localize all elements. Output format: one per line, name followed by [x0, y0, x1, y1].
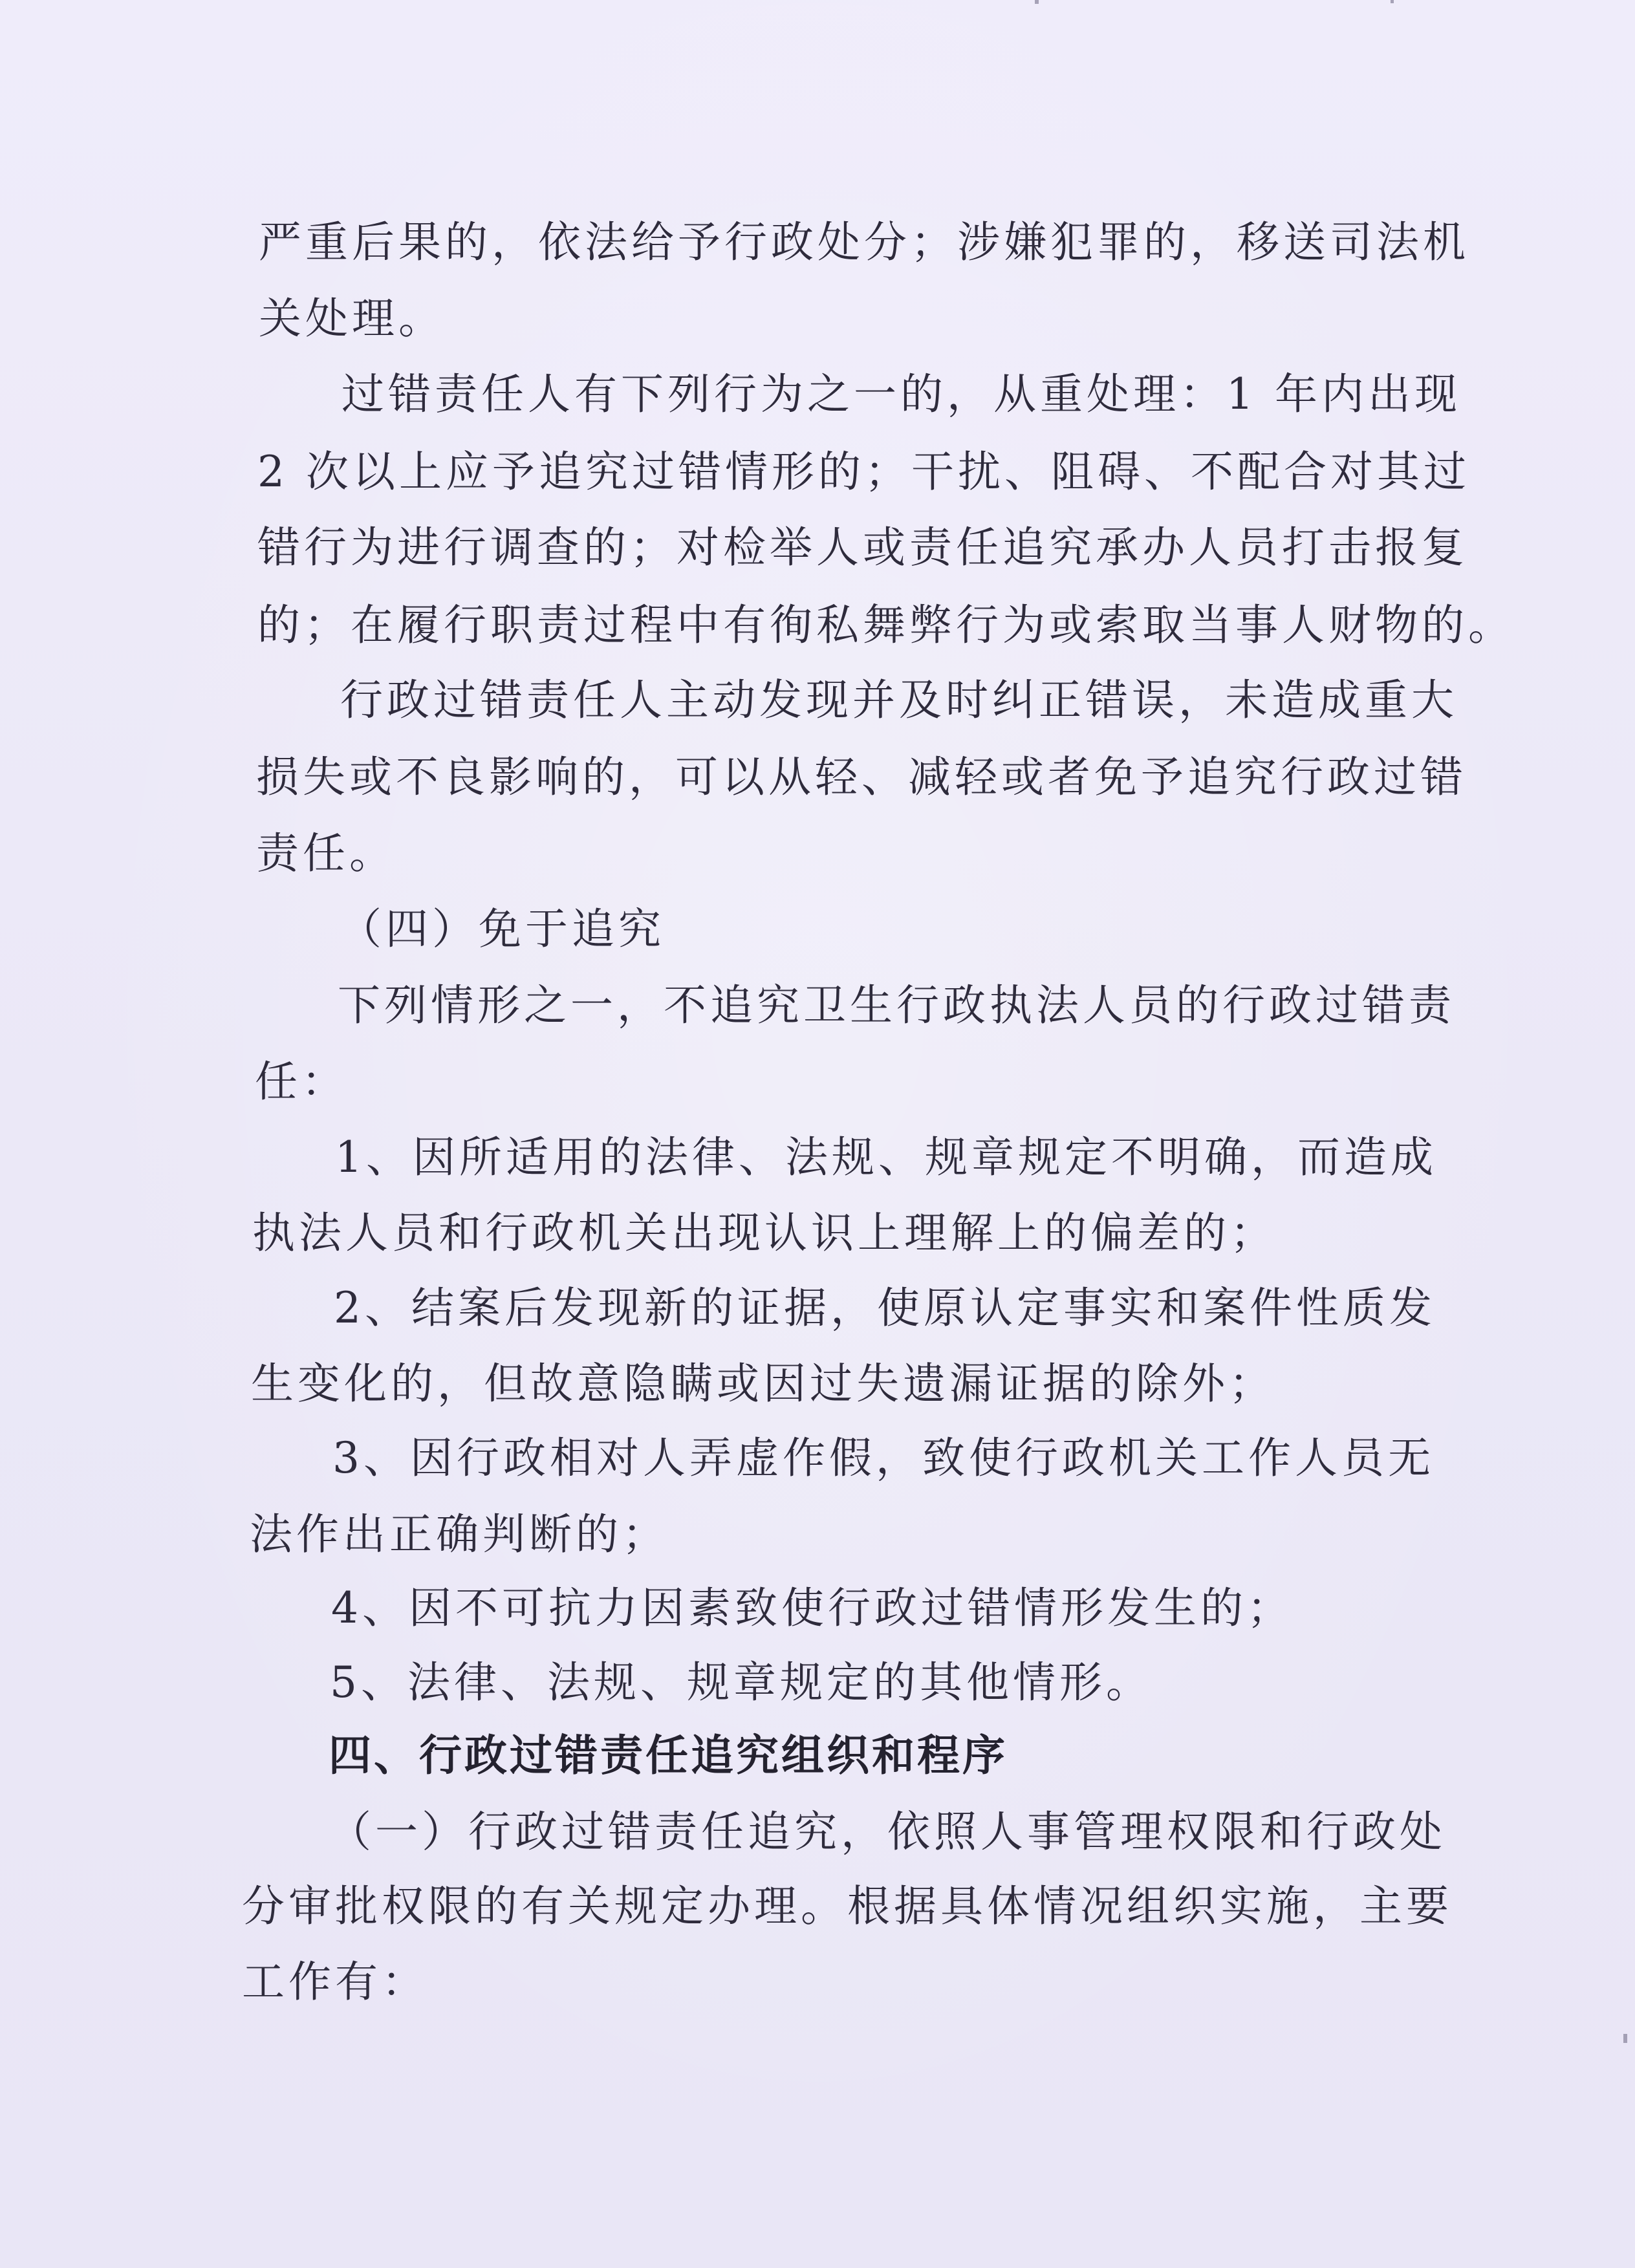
- scan-speck: [1035, 0, 1039, 4]
- text-line: 生变化的，但故意隐瞒或因过失遗漏证据的除外；: [251, 1359, 1275, 1409]
- list-item: 4、因不可抗力因素致使行政过错情形发生的；: [331, 1583, 1294, 1633]
- text-line: 分审批权限的有关规定办理。根据具体情况组织实施，主要: [242, 1881, 1453, 1931]
- text-line: （一）行政过错责任追究，依照人事管理权限和行政处: [329, 1807, 1446, 1857]
- text-line: 行政过错责任人主动发现并及时纠正错误，未造成重大: [340, 675, 1458, 725]
- text-line: 任：: [255, 1057, 348, 1107]
- text-line: 责任。: [256, 828, 396, 878]
- text-line: 的；在履行职责过程中有徇私舞弊行为或索取当事人财物的。: [257, 600, 1515, 650]
- text-line: 过错责任人有下列行为之一的，从重处理：1 年内出现: [341, 369, 1461, 419]
- section-heading: 四、行政过错责任追究组织和程序: [329, 1731, 1008, 1780]
- scan-speck: [1391, 0, 1394, 3]
- text-line: 执法人员和行政机关出现认识上理解上的偏差的；: [252, 1208, 1277, 1258]
- scan-speck: [1623, 2034, 1627, 2043]
- text-line: 工作有：: [242, 1957, 428, 2007]
- text-line: 损失或不良影响的，可以从轻、减轻或者免予追究行政过错: [256, 752, 1467, 802]
- text-line: 关处理。: [259, 294, 445, 343]
- text-line: 下列情形之一，不追究卫生行政执法人员的行政过错责: [338, 980, 1455, 1030]
- text-line: 2 次以上应予追究过错情形的；干扰、阻碍、不配合对其过: [257, 447, 1470, 497]
- section-subheading: （四）免于追究: [339, 904, 665, 954]
- text-line: 法作出正确判断的；: [250, 1509, 669, 1559]
- list-item: 2、结案后发现新的证据，使原认定事实和案件性质发: [334, 1283, 1436, 1333]
- text-line: 严重后果的，依法给予行政处分；涉嫌犯罪的，移送司法机: [259, 217, 1469, 267]
- list-item: 1、因所适用的法律、法规、规章规定不明确，而造成: [335, 1132, 1437, 1182]
- list-item: 5、法律、法规、规章规定的其他情形。: [330, 1658, 1153, 1707]
- list-item: 3、因行政相对人弄虚作假，致使行政机关工作人员无: [332, 1433, 1435, 1483]
- text-line: 错行为进行调查的；对检举人或责任追究承办人员打击报复: [257, 523, 1468, 572]
